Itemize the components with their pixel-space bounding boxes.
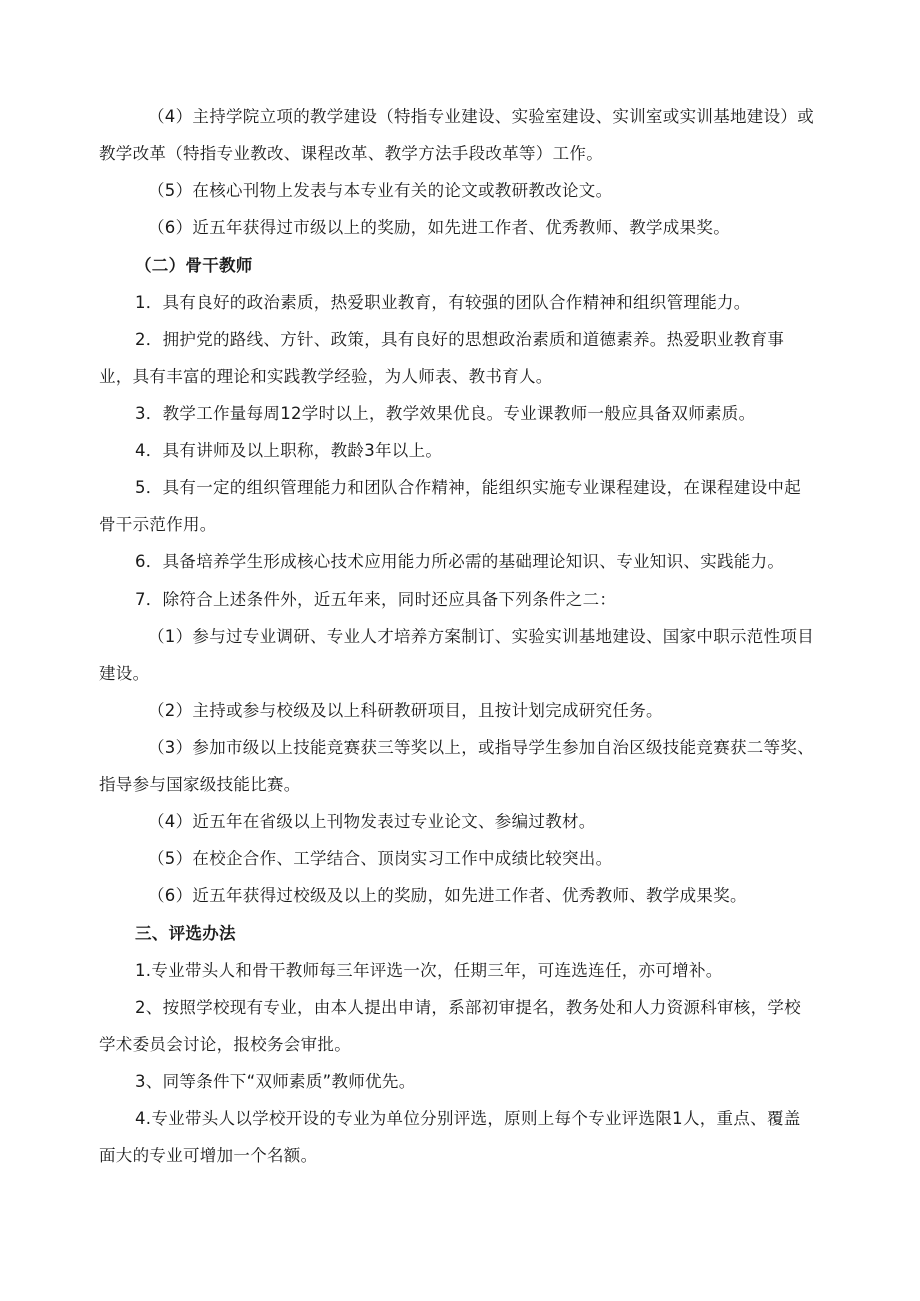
text-line: （4）近五年在省级以上刊物发表过专业论文、参编过教材。 xyxy=(148,812,596,831)
text-line: 7．除符合上述条件外，近五年来，同时还应具备下列条件之二： xyxy=(135,590,617,609)
text-line: 建设。 xyxy=(99,664,150,683)
text-line: （1）参与过专业调研、专业人才培养方案制订、实验实训基地建设、国家中职示范性项目 xyxy=(148,627,814,646)
text-line: 学术委员会讨论，报校务会审批。 xyxy=(99,1035,351,1054)
text-line: 3、同等条件下“双师素质”教师优先。 xyxy=(135,1072,416,1091)
section-heading: 三、评选办法 xyxy=(135,924,236,943)
text-line: （5）在核心刊物上发表与本专业有关的论文或教研教改论文。 xyxy=(148,181,613,200)
text-line: 5．具有一定的组织管理能力和团队合作精神，能组织实施专业课程建设，在课程建设中起 xyxy=(135,478,801,497)
text-line: 业，具有丰富的理论和实践教学经验，为人师表、教书育人。 xyxy=(99,367,553,386)
text-line: 1．具有良好的政治素质，热爱职业教育，有较强的团队合作精神和组织管理能力。 xyxy=(135,293,751,312)
text-line: 4.专业带头人以学校开设的专业为单位分别评选，原则上每个专业评选限1人，重点、覆盖 xyxy=(135,1109,801,1128)
text-line: 教学改革（特指专业教改、课程改革、教学方法手段改革等）工作。 xyxy=(99,144,603,163)
text-line: 6．具备培养学生形成核心技术应用能力所必需的基础理论知识、专业知识、实践能力。 xyxy=(135,552,785,571)
text-line: 指导参与国家级技能比赛。 xyxy=(99,775,301,794)
text-line: 3．教学工作量每周12学时以上，教学效果优良。专业课教师一般应具备双师素质。 xyxy=(135,404,756,423)
text-line: 骨干示范作用。 xyxy=(99,515,217,534)
text-line: （4）主持学院立项的教学建设（特指专业建设、实验室建设、实训室或实训基地建设）或 xyxy=(148,107,814,126)
text-line: （2）主持或参与校级及以上科研教研项目，且按计划完成研究任务。 xyxy=(148,701,663,720)
text-line: （6）近五年获得过市级以上的奖励，如先进工作者、优秀教师、教学成果奖。 xyxy=(148,218,730,237)
text-line: 面大的专业可增加一个名额。 xyxy=(99,1146,318,1165)
text-line: （3）参加市级以上技能竞赛获三等奖以上，或指导学生参加自治区级技能竞赛获二等奖、 xyxy=(148,738,814,757)
text-line: 2．拥护党的路线、方针、政策，具有良好的思想政治素质和道德素养。热爱职业教育事 xyxy=(135,330,785,349)
text-line: （5）在校企合作、工学结合、顶岗实习工作中成绩比较突出。 xyxy=(148,849,613,868)
text-line: 1.专业带头人和骨干教师每三年评选一次，任期三年，可连选连任，亦可增补。 xyxy=(135,961,723,980)
section-heading: （二）骨干教师 xyxy=(135,256,253,275)
text-line: 2、按照学校现有专业，由本人提出申请，系部初审提名，教务处和人力资源科审核，学校 xyxy=(135,998,801,1017)
text-line: 4．具有讲师及以上职称，教龄3年以上。 xyxy=(135,441,443,460)
text-line: （6）近五年获得过校级及以上的奖励，如先进工作者、优秀教师、教学成果奖。 xyxy=(148,886,747,905)
